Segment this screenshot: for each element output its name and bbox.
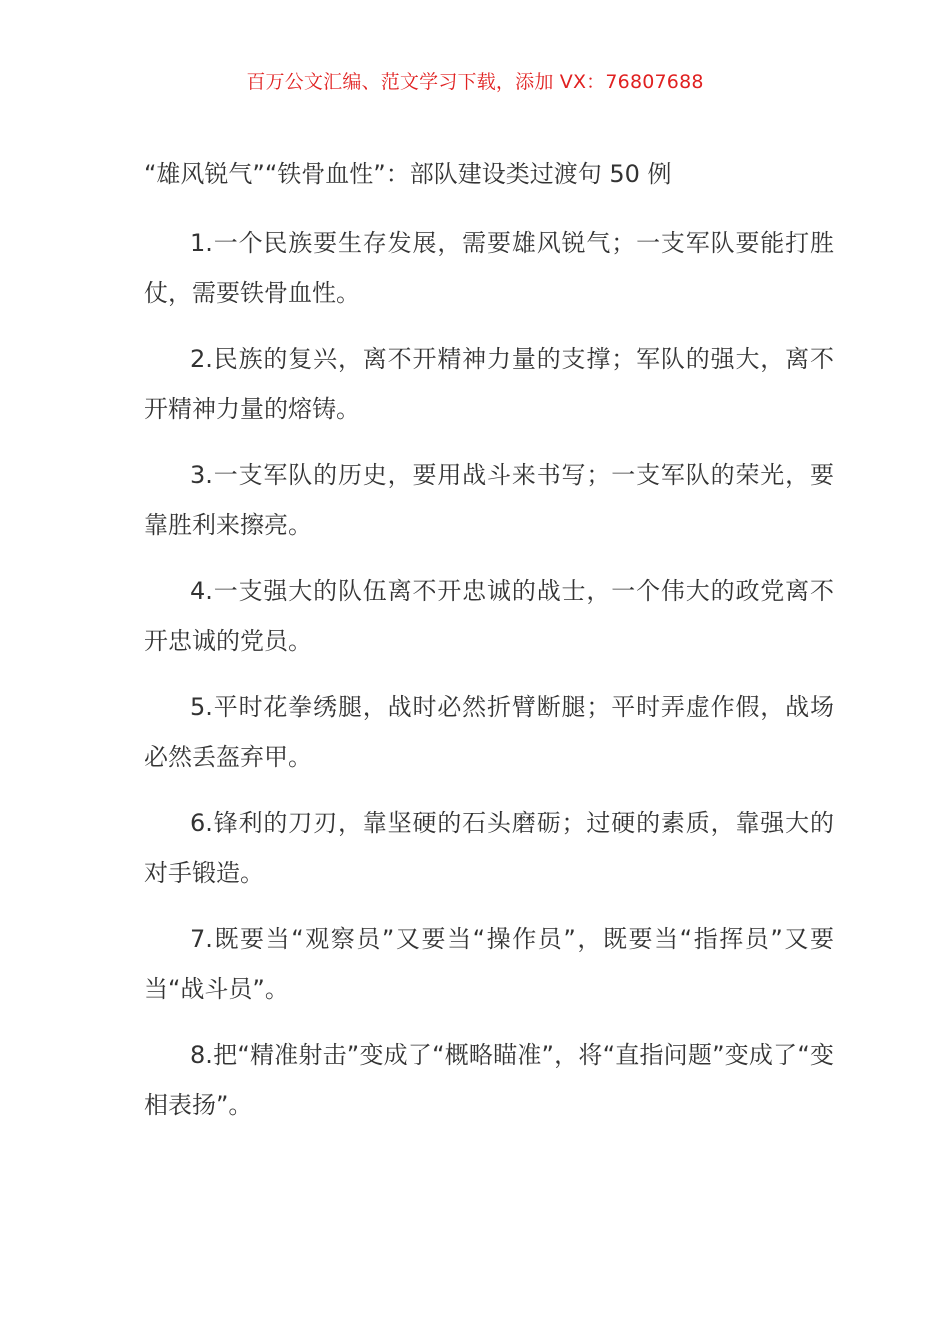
list-item: 1.一个民族要生存发展，需要雄风锐气；一支军队要能打胜仗，需要铁骨血性。 [144,229,834,307]
list-item: 6.锋利的刀刃，靠坚硬的石头磨砺；过硬的素质，靠强大的对手锻造。 [144,809,834,887]
item-list [144,218,834,1146]
list-item: 2.民族的复兴，离不开精神力量的支撑；军队的强大，离不开精神力量的熔铸。 [144,345,834,423]
list-item: 3.一支军队的历史，要用战斗来书写；一支军队的荣光，要靠胜利来擦亮。 [144,461,834,539]
header-promo-note: 百万公文汇编、范文学习下载，添加 VX：76807688 [246,71,704,93]
list-item: 7.既要当“观察员”又要当“操作员”，既要当“指挥员”又要当“战斗员”。 [144,925,834,1003]
list-item: 8.把“精准射击”变成了“概略瞄准”，将“直指问题”变成了“变相表扬”。 [144,1041,834,1119]
list-item: 4.一支强大的队伍离不开忠诚的战士，一个伟大的政党离不开忠诚的党员。 [144,577,834,655]
list-item: 5.平时花拳绣腿，战时必然折臂断腿；平时弄虚作假，战场必然丢盔弃甲。 [144,693,834,771]
document-title: “雄风锐气”“铁骨血性”：部队建设类过渡句 50 例 [144,160,672,188]
